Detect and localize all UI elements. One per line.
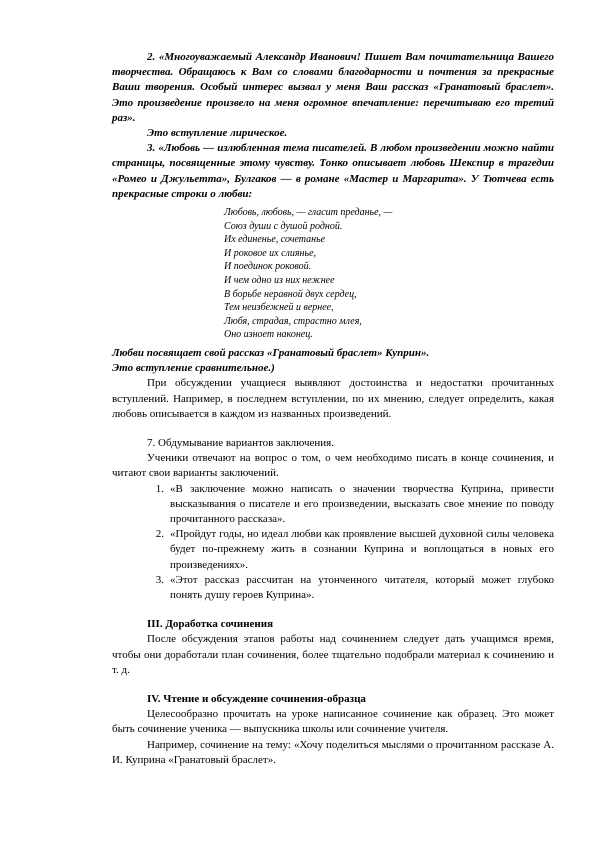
poem-line: Оно изноет наконец.	[224, 329, 313, 341]
poem-line: Любя, страдая, страстно млея,	[224, 315, 362, 327]
list-item	[144, 482, 554, 528]
section-4-text: Целесообразно прочитать на уроке написанное сочинение как образец. Это может быть сочинение ученика — выпускника школы или сочинение учителя.	[112, 708, 554, 736]
intro-3-paragraph: 3. «Любовь — излюбленная тема писателей. В любом произведении можно найти страницы, посвященные этому чувству. Тонко описывает любовь Шекспир в трагедии «Ромео и Джульетта», Булгаков — в романе «Мастер и Маргарита». У Тютчева есть прекрасные строки о любви:	[112, 142, 554, 200]
section-3-heading: III. Доработка сочинения	[147, 618, 274, 631]
list-item	[144, 527, 554, 573]
list-item-number: 2.	[155, 528, 164, 541]
section-4-heading: IV. Чтение и обсуждение сочинения-образца	[147, 693, 366, 706]
intro-2-note: Это вступление лирическое.	[147, 127, 288, 140]
step-7-title: 7. Обдумывание вариантов заключения.	[147, 436, 334, 449]
conclusion-variants-list	[112, 482, 554, 604]
intro-2-paragraph: 2. «Многоуважаемый Александр Иванович! Пишет Вам почитательница Вашего творчества. Обращаюсь к Вам со словами благодарности и почтения за прекрасные Ваши творения. Особый интерес вызвал у меня Ваш рассказ «Гранатовый браслет». Это произведение произвело на меня огромное впечатление: перечитываю его третий раз».	[112, 51, 554, 124]
section-3-text: После обсуждения этапов работы над сочинением следует дать учащимся время, чтобы они доработали план сочинения, более тщательно подобрали материал к сочинению и т. д.	[112, 633, 554, 676]
poem-line: В борьбе неравной двух сердец,	[224, 288, 357, 300]
poem-line: И поединок роковой.	[224, 261, 312, 273]
section-4-example: Например, сочинение на тему: «Хочу поделиться мыслями о прочитанном рассказе А. И. Куприна «Гранатовый браслет».	[112, 738, 554, 766]
list-item-text: «Пройдут годы, но идеал любви как проявление высшей духовной силы человека будет по-прежнему жить в сознании Куприна и воплощаться в новых его произведениях».	[170, 528, 554, 571]
list-item-number: 3.	[155, 573, 164, 586]
poem-line: Их единенье, сочетанье	[224, 234, 326, 246]
document-page	[112, 50, 554, 768]
intro-3-note: Это вступление сравнительное.)	[112, 362, 275, 375]
poem-line: Любовь, любовь, — гласит преданье, —	[224, 207, 393, 219]
list-item	[144, 573, 554, 603]
intro-3-closing: Любви посвящает свой рассказ «Гранатовый браслет» Куприн».	[112, 346, 430, 359]
list-item-text: «В заключение можно написать о значении творчества Куприна, привести высказывания о писателе и его произведении, высказать свое мнение по поводу прочитанного рассказа».	[170, 482, 554, 525]
poem-line: Союз души с душой родной.	[224, 220, 343, 232]
list-item-text: «Этот рассказ рассчитан на утонченного читателя, который может глубоко понять душу героев Куприна».	[170, 573, 554, 602]
list-item-number: 1.	[155, 482, 164, 495]
poem-line: Тем неизбежней и вернее,	[224, 302, 334, 314]
discussion-paragraph: При обсуждении учащиеся выявляют достоинства и недостатки прочитанных вступлений. Например, в последнем вступлении, по их мнению, следует определить, какая любовь описывается в каждом из названных произведений.	[112, 377, 554, 420]
poem-line: И чем одно из них нежнее	[224, 275, 335, 286]
poem-line: И роковое их слиянье,	[224, 247, 317, 259]
step-7-text: Ученики отвечают на вопрос о том, о чем необходимо писать в конце сочинения, и читают свои варианты заключений.	[112, 452, 554, 480]
tyutchev-poem	[224, 206, 554, 342]
